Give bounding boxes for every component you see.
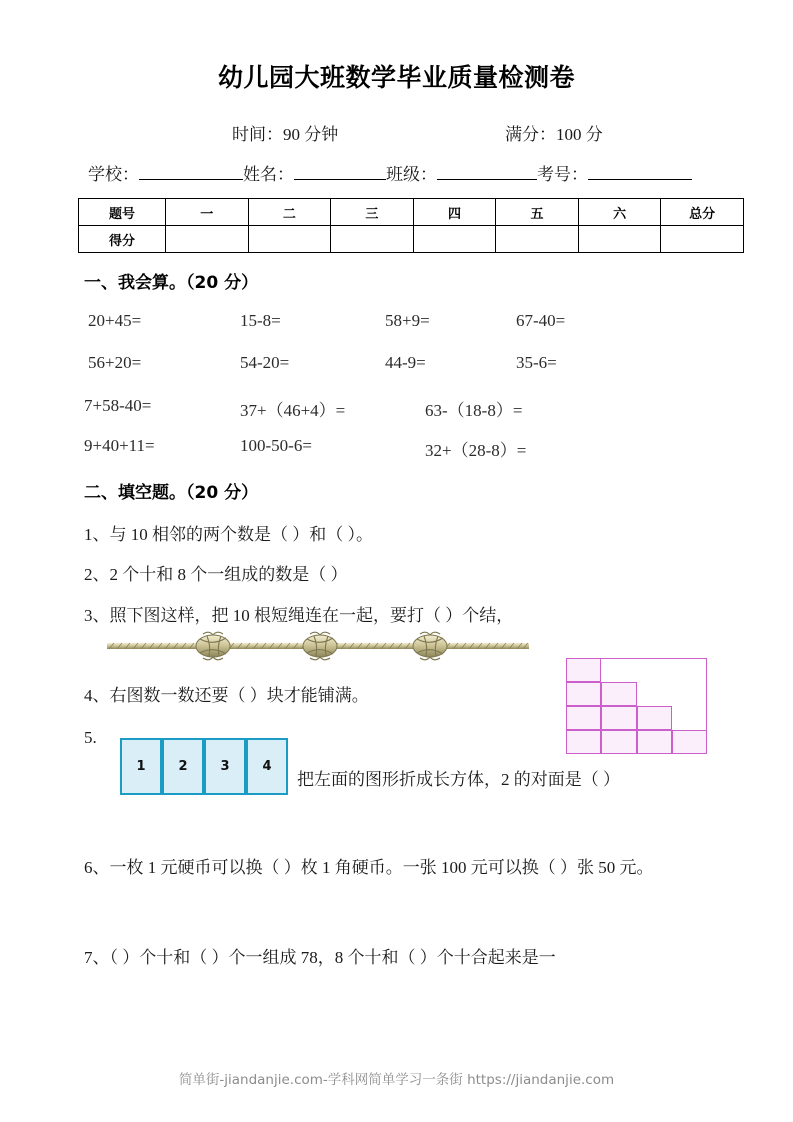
calc-item: 100-50-6= [240,436,312,455]
class-label: 班级： [386,165,437,184]
calc-item: 44-9= [385,353,426,372]
col-header-2: 二 [248,199,331,226]
score-table [78,198,744,253]
col-header-5: 五 [496,199,579,226]
exam-full-score: 满分：100 分 [505,125,603,144]
grid-cell [566,730,601,754]
net-cell: 4 [246,738,288,795]
score-cell-1[interactable] [166,226,249,253]
question-5-text: 把左面的图形折成长方体，2 的对面是（ ） [297,770,620,789]
calc-item: 15-8= [240,311,281,330]
calc-item: 63-（18-8）= [425,401,523,420]
calc-item: 37+（46+4）= [240,401,346,420]
school-input-blank[interactable] [139,162,243,180]
col-header-6: 六 [578,199,661,226]
calc-item: 56+20= [88,353,142,372]
net-cell: 2 [162,738,204,795]
score-cell-6[interactable] [578,226,661,253]
question-6: 6、一枚 1 元硬币可以换（ ）枚 1 角硬币。一张 100 元可以换（ ）张 50 元。 [84,858,654,877]
grid-cell [637,730,672,754]
pink-staircase-grid-figure [566,658,707,754]
calc-row-3 [0,396,793,422]
col-header-3: 三 [331,199,414,226]
school-label: 学校： [88,165,139,184]
section-1-heading: 一、我会算。（20 分） [84,273,259,293]
net-cell: 3 [204,738,246,795]
score-cell-2[interactable] [248,226,331,253]
grid-cell [566,706,601,730]
calc-item: 7+58-40= [84,396,152,415]
exam-duration: 时间：90 分钟 [232,125,339,144]
calc-item: 67-40= [516,311,566,330]
calc-item: 9+40+11= [84,436,155,455]
calc-row-4 [0,436,793,462]
grid-cell [637,706,672,730]
table-row-scores [79,226,744,253]
student-info-line [88,160,778,186]
score-cell-5[interactable] [496,226,579,253]
table-row-question-numbers [79,199,744,226]
grid-cell [672,730,707,754]
exam-no-input-blank[interactable] [588,162,692,180]
cube-net-figure [120,738,288,795]
question-3: 3、照下图这样，把 10 根短绳连在一起，要打（ ）个结， [84,606,514,625]
score-cell-4[interactable] [413,226,496,253]
grid-cell [566,658,601,682]
question-2: 2、2 个十和 8 个一组成的数是（ ） [84,565,348,584]
grid-cell [601,682,636,706]
question-7: 7、（ ）个十和（ ）个一组成 78，8 个十和（ ）个十合起来是一 [84,948,556,967]
calc-item: 20+45= [88,311,142,330]
exam-meta-line [0,120,793,144]
grid-cell [566,682,601,706]
page-title: 幼儿园大班数学毕业质量检测卷 [217,63,575,92]
col-header-total: 总分 [661,199,744,226]
question-5-number: 5. [84,728,97,747]
col-header-1: 一 [166,199,249,226]
score-cell-total[interactable] [661,226,744,253]
calc-row-2 [0,353,793,379]
score-cell-3[interactable] [331,226,414,253]
calc-item: 54-20= [240,353,290,372]
question-1: 1、与 10 相邻的两个数是（ ）和（ ）。 [84,525,373,544]
grid-cell [601,706,636,730]
rope-with-knots-image [103,628,533,664]
calc-item: 58+9= [385,311,430,330]
name-input-blank[interactable] [294,162,386,180]
exam-no-label: 考号： [537,165,588,184]
class-input-blank[interactable] [437,162,537,180]
section-2-heading: 二、填空题。（20 分） [84,483,259,503]
col-header-4: 四 [413,199,496,226]
question-4: 4、右图数一数还要（ ）块才能铺满。 [84,686,369,705]
grid-cell [601,730,636,754]
calc-item: 32+（28-8）= [425,441,527,460]
calc-row-1 [0,311,793,337]
row-label-score: 得分 [79,226,166,253]
row-label-question-no: 题号 [79,199,166,226]
name-label: 姓名： [243,165,294,184]
net-cell: 1 [120,738,162,795]
footer-watermark: 简单街-jiandanjie.com-学科网简单学习一条街 https://jiandanjie.com [178,1072,615,1088]
calc-item: 35-6= [516,353,557,372]
